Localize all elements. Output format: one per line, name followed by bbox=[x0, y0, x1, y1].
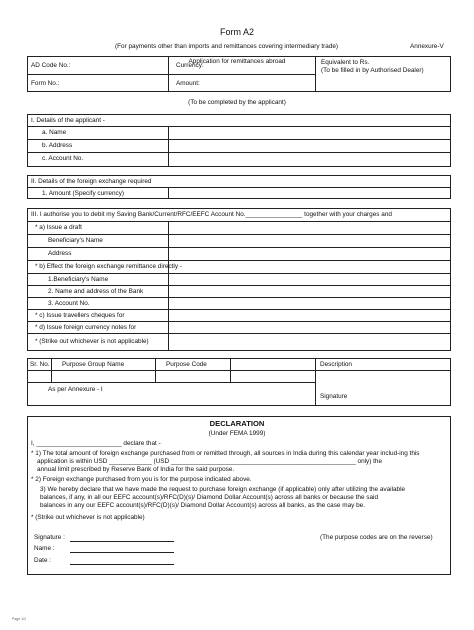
date-line bbox=[70, 564, 174, 565]
declaration-point-1-line-3: annual limit prescribed by Reserve Bank of India for the said purpose. bbox=[37, 466, 235, 473]
account-row-label: c. Account No. bbox=[42, 155, 84, 162]
foreign-notes-label: * d) Issue foreign currency notes for bbox=[35, 324, 137, 331]
declaration-point-1-line-2: application is within USD ____________ (USD ____________________________________________________ only) the bbox=[37, 458, 383, 465]
declaration-point-3-line-2: balances, if any, in all our EEFC account(s)/RFC(D)(s)/ Diamond Dollar Account(s) across all banks or because the said bbox=[40, 494, 379, 501]
amount-label: Amount: bbox=[176, 80, 200, 87]
amount-currency-label: 1. Amount (Specify currency) bbox=[42, 190, 125, 197]
declaration-point-3: 3) We hereby declare that we have made the request to purchase foreign exchange (if applicable) only after utilizing the available bbox=[40, 486, 406, 493]
form-subtitle: (For payments other than imports and remittances covering intermediary trade) bbox=[115, 43, 339, 50]
section-1-heading: I. Details of the applicant - bbox=[31, 117, 105, 124]
beneficiary-address-label: Address bbox=[48, 250, 72, 257]
signature-line bbox=[70, 541, 174, 542]
name-row-label: a. Name bbox=[42, 129, 67, 136]
purpose-code-header: Purpose Code bbox=[166, 361, 207, 368]
equivalent-label: Equivalent to Rs. bbox=[321, 59, 370, 66]
section-2-heading: II. Details of the foreign exchange required bbox=[31, 178, 152, 185]
declaration-point-2: * 2) Foreign exchange purchased from you is for the purpose indicated above. bbox=[31, 476, 252, 483]
fema-note: (Under FEMA 1999) bbox=[208, 430, 266, 437]
declaration-point-3-line-3: balances in any our EEFC account(s)/RFC(D)(s)/ Diamond Dollar Account(s) across all banks, as the case may be. bbox=[40, 502, 365, 509]
name-line bbox=[70, 552, 174, 553]
remit-account-no-label: 3. Account No. bbox=[48, 300, 90, 307]
form-title: Form A2 bbox=[219, 27, 254, 37]
declaration-signature-label: Signature : bbox=[34, 534, 65, 541]
declaration-title: DECLARATION bbox=[209, 419, 265, 428]
section-3-heading: III. I authorise you to debit my Saving Bank/Current/RFC/EEFC Account No.________________ together with your charges and bbox=[31, 211, 392, 218]
beneficiary-name-label: Beneficiary's Name bbox=[48, 237, 103, 244]
declaration-strike-note: * (Strike out whichever is not applicable) bbox=[31, 514, 145, 521]
travellers-cheques-label: * c) Issue travellers cheques for bbox=[35, 312, 125, 319]
declaration-date-label: Date : bbox=[34, 557, 52, 564]
as-per-annexure: As per Annexure - I bbox=[48, 386, 103, 393]
applicant-signature-label: Signature bbox=[320, 393, 348, 400]
annexure-label: Annexure-V bbox=[410, 43, 444, 50]
equivalent-note: (To be filled in by Authorised Dealer) bbox=[321, 67, 424, 74]
purpose-group-header: Purpose Group Name bbox=[62, 361, 125, 368]
ad-code-label: AD Code No.: bbox=[31, 62, 71, 69]
declarant-line: I, ________________________ declare that - bbox=[31, 440, 161, 447]
remit-beneficiary-name-label: 1.Beneficiary's Name bbox=[48, 276, 109, 283]
purpose-codes-note: (The purpose codes are on the reverse) bbox=[320, 534, 433, 541]
strike-out-note: * (Strike out whichever is not applicable) bbox=[35, 338, 149, 345]
applicant-note: (To be completed by the applicant) bbox=[188, 99, 286, 106]
declaration-name-label: Name : bbox=[34, 545, 55, 552]
effect-remittance-label: * b) Effect the foreign exchange remittance directly - bbox=[35, 263, 182, 270]
description-header: Description bbox=[320, 361, 352, 368]
issue-draft-label: * a) Issue a draft bbox=[35, 224, 82, 231]
sr-no-header: Sr. No. bbox=[30, 361, 50, 368]
application-purpose: Application for remittances abroad bbox=[188, 58, 286, 65]
page-footer-mark: Page 1/2 bbox=[12, 617, 27, 621]
form-no-label: Form No.: bbox=[31, 80, 60, 87]
declaration-point-1: * 1) The total amount of foreign exchange purchased from or remitted through, all sources in India during this calendar year includ-ing this bbox=[31, 450, 420, 457]
currency-label: Currency: bbox=[176, 62, 204, 69]
address-row-label: b. Address bbox=[42, 142, 73, 149]
bank-name-address-label: 2. Name and address of the Bank bbox=[48, 288, 144, 295]
